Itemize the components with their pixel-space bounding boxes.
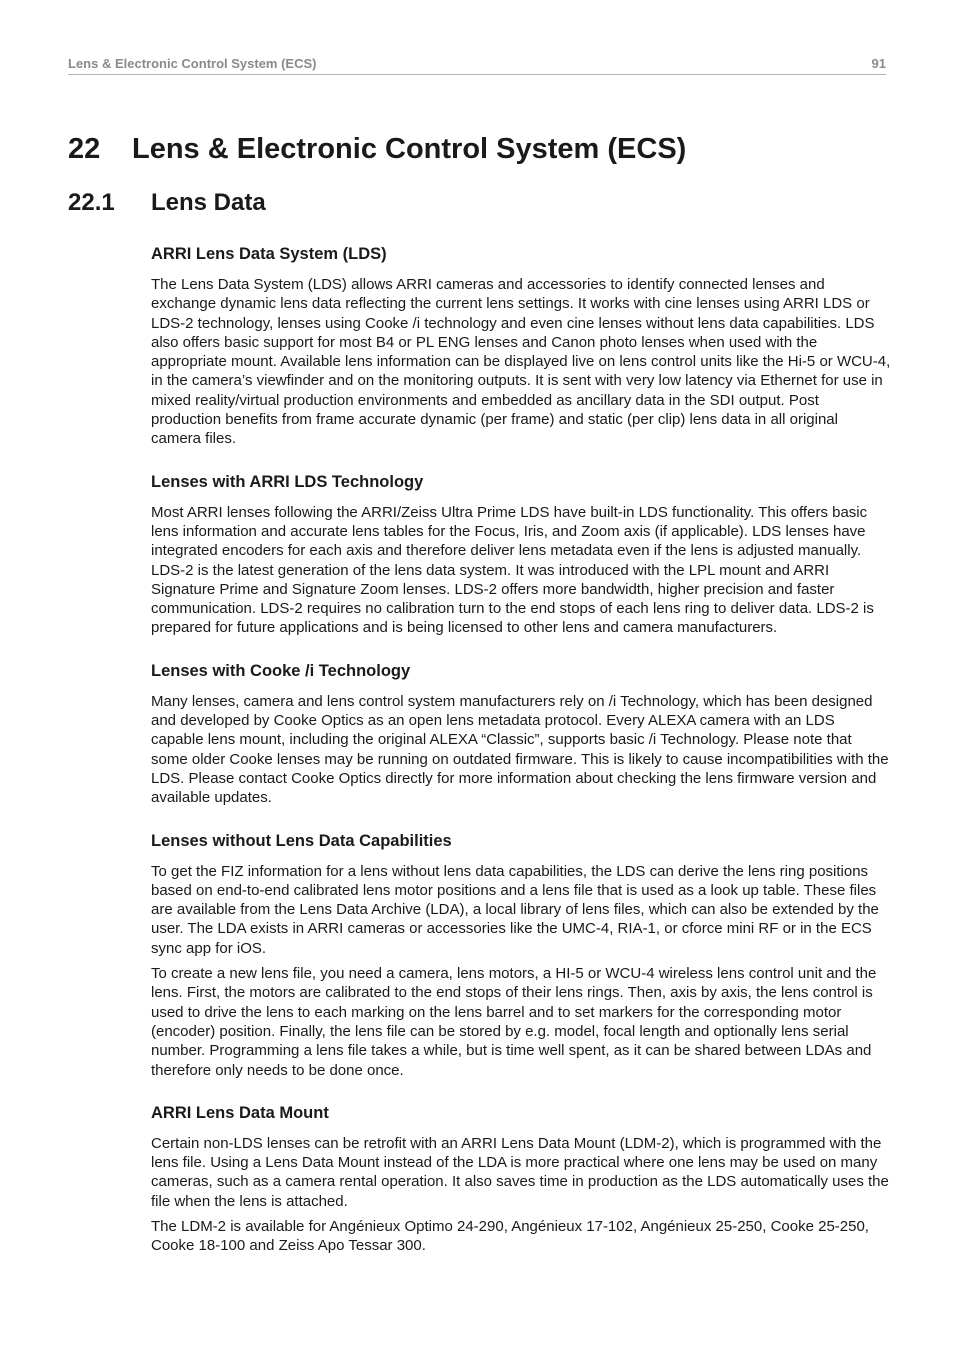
page-number: 91 xyxy=(871,56,886,71)
subsection-without-lens-data xyxy=(151,830,891,1080)
main-content xyxy=(151,243,891,1278)
body-paragraph: To create a new lens file, you need a camera, lens motors, a HI-5 or WCU-4 wireless lens control unit and the lens. First, the motors are calibrated to the end stops of their lens rings. Then, axis by axis, the lens control is used to drive the lens to each marking on the lens barrel and to set markers for the corresponding motor (encoder) position. Finally, the lens file can be stored by e.g. model, focal length and optionally lens serial number. Programming a lens file takes a while, but is time well spent, as it can be shared between LDAs and therefore only needs to be done once. xyxy=(151,965,877,1079)
subsection-arri-lds-technology xyxy=(151,471,891,638)
body-paragraph: Many lenses, camera and lens control system manufacturers rely on /i Technology, which has been designed and developed by Cooke Optics as an open lens metadata protocol. Every ALEXA camera with an LDS capable lens mount, including the original ALEXA “Classic”, supports basic /i Technology. Please note that some older Cooke lenses may be running on outdated firmware. This is likely to cause incompatibilities with the LDS. Please contact Cooke Optics directly for more information about checking the lens firmware version and available updates. xyxy=(151,692,889,807)
subsection-heading: Lenses with ARRI LDS Technology xyxy=(151,472,424,491)
body-paragraph: Most ARRI lenses following the ARRI/Zeiss Ultra Prime LDS have built-in LDS functionality. This offers basic lens information and accurate lens tables for the Focus, Iris, and Zoom axis (if applicable). LDS lenses have integrated encoders for each axis and therefore deliver lens metadata even if the lens is adjusted manually. LDS-2 is the latest generation of the lens data system. It was introduced with the LPL mount and ARRI Signature Prime and Signature Zoom lenses. LDS-2 offers more bandwidth, higher precision and faster communication. LDS-2 requires no calibration turn to the end stops of each lens ring to deliver data. LDS-2 is prepared for future applications and is being licensed to other lens and camera manufacturers. xyxy=(151,503,874,637)
section-title-text: Lens Data xyxy=(151,189,266,216)
chapter-number: 22 xyxy=(68,133,101,165)
body-paragraph: To get the FIZ information for a lens without lens data capabilities, the LDS can derive the lens ring positions based on end-to-end calibrated lens motor positions and a lens file that is used as a look up table. These files are available from the Lens Data Archive (LDA), a local library of lens files, which can also be extended by the user. The LDA exists in ARRI cameras or accessories like the UMC-4, RIA-1, or cforce mini RF or in the ECS sync app for iOS. xyxy=(151,862,879,957)
section-number: 22.1 xyxy=(68,189,115,216)
section-title xyxy=(68,189,266,217)
body-paragraph: The Lens Data System (LDS) allows ARRI cameras and accessories to identify connected lenses and exchange dynamic lens data reflecting the current lens settings. It works with cine lenses using ARRI LDS or LDS-2 technology, lenses using Cooke /i technology and even cine lenses without lens data capabilities. LDS also offers basic support for most B4 or PL ENG lenses and Canon photo lenses when used with the appropriate mount. Available lens information can be displayed live on lens control units like the Hi-5 or WCU-4, in the camera’s viewfinder and on the monitoring outputs. It is sent with very low latency via Ethernet for use in mixed reality/virtual production environments and embedded as ancillary data in the SDI output. Post production benefits from frame accurate dynamic (per frame) and static (per clip) lens data in all original camera files. xyxy=(151,276,891,448)
subsection-heading: Lenses without Lens Data Capabilities xyxy=(151,831,452,850)
subsection-cooke-i-technology xyxy=(151,660,891,808)
page-header xyxy=(68,56,886,75)
subsection-heading: Lenses with Cooke /i Technology xyxy=(151,661,411,680)
chapter-title xyxy=(68,133,686,166)
subsection-lds xyxy=(151,243,891,449)
subsection-lens-data-mount xyxy=(151,1102,891,1256)
body-paragraph: Certain non-LDS lenses can be retrofit with an ARRI Lens Data Mount (LDM-2), which is programmed with the lens file. Using a Lens Data Mount instead of the LDA is more practical where one lens may be used on many cameras, such as a camera rental operation. It also saves time in production as the LDS automatically uses the file when the lens is attached. xyxy=(151,1134,889,1210)
body-paragraph: The LDM-2 is available for Angénieux Optimo 24-290, Angénieux 17-102, Angénieux 25-250, Cooke 25-250, Cooke 18-100 and Zeiss Apo Tessar 300. xyxy=(151,1217,869,1255)
subsection-heading: ARRI Lens Data Mount xyxy=(151,1103,329,1122)
running-title: Lens & Electronic Control System (ECS) xyxy=(68,56,317,71)
chapter-title-text: Lens & Electronic Control System (ECS) xyxy=(132,133,687,165)
subsection-heading: ARRI Lens Data System (LDS) xyxy=(151,245,387,263)
